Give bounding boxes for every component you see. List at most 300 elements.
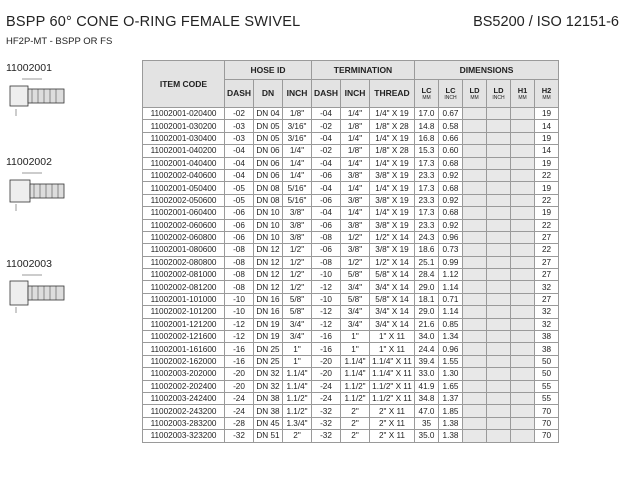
table-row	[143, 182, 559, 194]
table-cell: 0.92	[439, 194, 463, 206]
table-cell: -02	[312, 120, 341, 132]
table-cell: 1"	[283, 355, 312, 367]
table-cell: 1.85	[439, 405, 463, 417]
table-cell: 3/16"	[283, 120, 312, 132]
table-cell: 1/2"	[283, 244, 312, 256]
table-cell: -12	[312, 318, 341, 330]
table-row	[143, 331, 559, 343]
fitting-drawing-11002001	[6, 76, 68, 118]
table-row	[143, 343, 559, 355]
table-cell: DN 06	[254, 169, 283, 181]
table-cell: 1.1/2" X 11	[370, 392, 415, 404]
section-code-label: 11002002	[6, 156, 52, 168]
table-row	[143, 318, 559, 330]
table-cell: 21.6	[415, 318, 439, 330]
table-cell: -24	[225, 392, 254, 404]
table-cell: -06	[312, 244, 341, 256]
table-cell	[487, 306, 511, 318]
table-cell: 0.68	[439, 182, 463, 194]
table-cell: 3/8" X 19	[370, 219, 415, 231]
table-cell	[463, 194, 487, 206]
table-cell: -06	[225, 219, 254, 231]
col-hose-dn: DN	[254, 80, 283, 108]
table-cell	[487, 293, 511, 305]
page-title: BSPP 60° CONE O-RING FEMALE SWIVEL	[6, 14, 301, 30]
table-cell: 3/8" X 19	[370, 194, 415, 206]
table-cell: 18.1	[415, 293, 439, 305]
item-code-cell: 11002002-081200	[143, 281, 225, 293]
table-cell: DN 25	[254, 355, 283, 367]
item-code-cell: 11002002-040600	[143, 169, 225, 181]
table-cell: 3/8" X 19	[370, 244, 415, 256]
table-row	[143, 219, 559, 231]
table-cell	[487, 132, 511, 144]
table-cell: 3/16"	[283, 132, 312, 144]
item-code-cell: 11002001-050400	[143, 182, 225, 194]
table-cell: 3/4"	[341, 306, 370, 318]
item-code-cell: 11002003-283200	[143, 417, 225, 429]
table-cell: 28.4	[415, 269, 439, 281]
table-cell	[511, 132, 535, 144]
table-cell: 5/8"	[341, 269, 370, 281]
table-cell: 2" X 11	[370, 405, 415, 417]
table-cell: -02	[312, 145, 341, 157]
table-cell	[487, 368, 511, 380]
col-hose-inch: INCH	[283, 80, 312, 108]
table-cell: 1.38	[439, 417, 463, 429]
table-cell: 3/8"	[283, 207, 312, 219]
table-cell: 55	[535, 392, 559, 404]
table-body	[143, 108, 559, 443]
table-cell	[487, 417, 511, 429]
col-h1-mm: H1 MM	[511, 80, 535, 108]
table-cell	[487, 392, 511, 404]
table-cell	[487, 343, 511, 355]
table-row	[143, 132, 559, 144]
col-lc-mm: LC MM	[415, 80, 439, 108]
table-cell: 0.96	[439, 343, 463, 355]
table-cell: 29.0	[415, 306, 439, 318]
table-cell: 50	[535, 355, 559, 367]
table-cell: DN 06	[254, 157, 283, 169]
table-cell: -28	[225, 417, 254, 429]
table-cell: -32	[225, 430, 254, 442]
table-cell: 16.8	[415, 132, 439, 144]
table-cell	[463, 108, 487, 120]
table-cell: -08	[225, 256, 254, 268]
table-cell: 41.9	[415, 380, 439, 392]
table-cell: 0.58	[439, 120, 463, 132]
table-cell	[487, 269, 511, 281]
table-cell: 3/4" X 14	[370, 281, 415, 293]
table-cell: 38	[535, 343, 559, 355]
table-cell: 3/4"	[283, 318, 312, 330]
table-cell: 19	[535, 132, 559, 144]
item-code-cell: 11002002-080800	[143, 256, 225, 268]
table-cell	[463, 343, 487, 355]
table-cell: 35	[415, 417, 439, 429]
table-cell: -08	[225, 244, 254, 256]
table-cell: 2" X 11	[370, 417, 415, 429]
table-cell: DN 08	[254, 182, 283, 194]
table-cell: -10	[225, 293, 254, 305]
table-cell	[463, 182, 487, 194]
table-cell: 1.14	[439, 306, 463, 318]
table-cell: 2"	[283, 430, 312, 442]
table-cell	[463, 306, 487, 318]
table-cell: 3/8" X 19	[370, 169, 415, 181]
table-cell: DN 38	[254, 392, 283, 404]
table-cell: 1.1/4"	[283, 368, 312, 380]
table-row	[143, 157, 559, 169]
table-cell: 3/8"	[341, 194, 370, 206]
table-cell	[487, 219, 511, 231]
table-cell: DN 16	[254, 293, 283, 305]
table-cell: 1/4" X 19	[370, 108, 415, 120]
table-cell: DN 06	[254, 145, 283, 157]
table-cell: -04	[312, 207, 341, 219]
table-cell: -08	[225, 269, 254, 281]
table-cell: DN 32	[254, 368, 283, 380]
table-cell: 14	[535, 120, 559, 132]
table-cell: 2" X 11	[370, 430, 415, 442]
header-termination: TERMINATION	[312, 61, 415, 80]
table-row	[143, 194, 559, 206]
table-cell: -32	[312, 430, 341, 442]
table-cell	[511, 108, 535, 120]
table-cell: 1/4" X 19	[370, 132, 415, 144]
table-row	[143, 368, 559, 380]
table-cell: 1.37	[439, 392, 463, 404]
table-cell	[463, 331, 487, 343]
table-cell: 70	[535, 405, 559, 417]
table-cell: 1/4" X 19	[370, 157, 415, 169]
table-cell	[487, 281, 511, 293]
table-cell	[463, 231, 487, 243]
table-row	[143, 293, 559, 305]
table-cell: -04	[312, 132, 341, 144]
table-cell	[487, 430, 511, 442]
table-cell: DN 05	[254, 120, 283, 132]
fitting-drawing-11002003	[6, 272, 68, 314]
table-cell: 1/4"	[341, 207, 370, 219]
table-cell	[511, 182, 535, 194]
table-cell: 24.4	[415, 343, 439, 355]
col-hose-dash: DASH	[225, 80, 254, 108]
table-cell: 1.1/4"	[341, 368, 370, 380]
table-cell: -16	[225, 343, 254, 355]
item-code-cell: 11002001-121200	[143, 318, 225, 330]
table-cell: -06	[312, 194, 341, 206]
table-cell	[487, 244, 511, 256]
item-code-cell: 11002002-101200	[143, 306, 225, 318]
item-code-cell: 11002002-060600	[143, 219, 225, 231]
table-cell: 2"	[341, 405, 370, 417]
table-cell: 1/4"	[283, 169, 312, 181]
table-cell: 3/8"	[341, 219, 370, 231]
table-cell: 1.1/4" X 11	[370, 355, 415, 367]
table-cell: 22	[535, 169, 559, 181]
table-cell: 1.1/2"	[283, 405, 312, 417]
table-cell	[487, 194, 511, 206]
table-cell: 19	[535, 157, 559, 169]
table-cell: 1.55	[439, 355, 463, 367]
table-cell	[463, 207, 487, 219]
table-cell: 5/16"	[283, 182, 312, 194]
table-cell	[463, 132, 487, 144]
table-cell	[487, 169, 511, 181]
table-cell: -24	[312, 380, 341, 392]
item-code-cell: 11002001-030200	[143, 120, 225, 132]
table-cell	[463, 269, 487, 281]
table-cell: 70	[535, 417, 559, 429]
table-cell: 23.3	[415, 194, 439, 206]
table-cell: 32	[535, 281, 559, 293]
table-cell	[487, 120, 511, 132]
table-cell: 1" X 11	[370, 343, 415, 355]
table-cell	[487, 331, 511, 343]
table-cell: -06	[225, 207, 254, 219]
table-cell: 1"	[341, 331, 370, 343]
table-cell: DN 12	[254, 269, 283, 281]
table-cell: -20	[225, 380, 254, 392]
item-code-cell: 11002001-101000	[143, 293, 225, 305]
table-cell	[511, 318, 535, 330]
table-cell	[511, 207, 535, 219]
item-code-cell: 11002001-030400	[143, 132, 225, 144]
table-cell	[463, 145, 487, 157]
table-cell: 1/4" X 19	[370, 182, 415, 194]
table-cell: 1.1/2"	[341, 380, 370, 392]
table-cell	[487, 207, 511, 219]
table-cell: 70	[535, 430, 559, 442]
table-cell: -16	[312, 343, 341, 355]
header-item-code: ITEM CODE	[143, 61, 225, 108]
table-cell: 3/4"	[341, 318, 370, 330]
table-row	[143, 120, 559, 132]
table-cell: -08	[225, 281, 254, 293]
table-cell: 3/8"	[341, 244, 370, 256]
table-cell: 34.8	[415, 392, 439, 404]
table-cell	[463, 219, 487, 231]
table-cell	[463, 281, 487, 293]
table-cell	[511, 331, 535, 343]
table-cell	[511, 231, 535, 243]
table-cell	[487, 355, 511, 367]
table-cell: 3/8"	[283, 231, 312, 243]
table-cell: 19	[535, 108, 559, 120]
table-cell: 1"	[283, 343, 312, 355]
table-cell: 32	[535, 318, 559, 330]
table-cell: -06	[225, 231, 254, 243]
table-row	[143, 392, 559, 404]
table-cell: 1/2" X 14	[370, 256, 415, 268]
table-cell: 1/8"	[341, 120, 370, 132]
table-cell: 27	[535, 256, 559, 268]
table-cell: 17.3	[415, 182, 439, 194]
table-cell: DN 12	[254, 256, 283, 268]
table-cell: 2"	[341, 430, 370, 442]
table-cell: -10	[225, 306, 254, 318]
table-cell: 1.65	[439, 380, 463, 392]
table-cell: -08	[312, 256, 341, 268]
table-cell: 22	[535, 219, 559, 231]
table-cell: DN 10	[254, 207, 283, 219]
table-cell	[487, 405, 511, 417]
table-cell: -16	[312, 331, 341, 343]
table-cell: 17.3	[415, 157, 439, 169]
table-cell: 50	[535, 368, 559, 380]
item-code-cell: 11002001-161600	[143, 343, 225, 355]
table-cell	[463, 318, 487, 330]
table-cell: DN 38	[254, 405, 283, 417]
table-cell: 14	[535, 145, 559, 157]
table-cell: -08	[312, 231, 341, 243]
item-code-cell: 11002001-020400	[143, 108, 225, 120]
table-cell: 1/4"	[283, 145, 312, 157]
table-cell: 1.38	[439, 430, 463, 442]
table-cell: 1/4"	[341, 182, 370, 194]
table-cell: -24	[312, 392, 341, 404]
table-cell: DN 32	[254, 380, 283, 392]
table-cell	[487, 256, 511, 268]
table-row	[143, 231, 559, 243]
table-cell: -04	[225, 169, 254, 181]
table-cell: 0.67	[439, 108, 463, 120]
table-cell	[511, 169, 535, 181]
table-cell: 1/4"	[283, 157, 312, 169]
table-cell: 1/2" X 14	[370, 231, 415, 243]
table-cell	[511, 368, 535, 380]
table-cell: 19	[535, 182, 559, 194]
item-code-cell: 11002002-162000	[143, 355, 225, 367]
table-cell: DN 10	[254, 231, 283, 243]
table-cell: 3/4"	[341, 281, 370, 293]
table-cell: -06	[312, 219, 341, 231]
table-cell: -05	[225, 194, 254, 206]
table-cell: 1/8"	[283, 108, 312, 120]
table-cell	[487, 145, 511, 157]
fitting-drawing-11002002	[6, 170, 68, 212]
table-cell: 1.1/4"	[341, 355, 370, 367]
item-code-cell: 11002001-080600	[143, 244, 225, 256]
table-cell: 23.3	[415, 169, 439, 181]
table-cell: -20	[312, 355, 341, 367]
table-cell	[463, 157, 487, 169]
col-term-inch: INCH	[341, 80, 370, 108]
table-row	[143, 430, 559, 442]
table-cell: DN 51	[254, 430, 283, 442]
table-cell: 24.3	[415, 231, 439, 243]
table-cell	[463, 380, 487, 392]
table-cell	[463, 120, 487, 132]
item-code-cell: 11002003-202000	[143, 368, 225, 380]
table-cell	[463, 293, 487, 305]
table-cell: 22	[535, 194, 559, 206]
table-cell	[487, 157, 511, 169]
table-cell: -12	[225, 318, 254, 330]
item-code-cell: 11002003-323200	[143, 430, 225, 442]
item-code-cell: 11002001-040200	[143, 145, 225, 157]
table-cell: 5/8" X 14	[370, 293, 415, 305]
table-cell: 1/4"	[341, 108, 370, 120]
table-row	[143, 405, 559, 417]
table-cell: -06	[312, 169, 341, 181]
col-lc-inch: LC INCH	[439, 80, 463, 108]
table-cell: 15.3	[415, 145, 439, 157]
table-cell	[511, 355, 535, 367]
table-cell: DN 25	[254, 343, 283, 355]
table-cell	[511, 306, 535, 318]
table-cell: DN 12	[254, 244, 283, 256]
table-cell: 0.92	[439, 219, 463, 231]
table-cell: 1/2"	[283, 281, 312, 293]
table-cell	[511, 343, 535, 355]
table-cell: 1/4"	[341, 157, 370, 169]
table-cell	[511, 417, 535, 429]
table-cell	[463, 392, 487, 404]
table-cell: -03	[225, 132, 254, 144]
table-cell	[511, 194, 535, 206]
table-cell: -12	[312, 306, 341, 318]
item-code-cell: 11002002-060800	[143, 231, 225, 243]
table-cell	[511, 157, 535, 169]
table-cell: 1/8"	[341, 145, 370, 157]
table-cell: 1.1/4"	[283, 380, 312, 392]
table-cell: -03	[225, 120, 254, 132]
table-cell: 17.3	[415, 207, 439, 219]
item-code-cell: 11002002-202400	[143, 380, 225, 392]
table-cell: 27	[535, 231, 559, 243]
table-cell: DN 19	[254, 331, 283, 343]
table-cell: 14.8	[415, 120, 439, 132]
table-cell: 1/8" X 28	[370, 145, 415, 157]
table-cell	[511, 219, 535, 231]
table-cell: -24	[225, 405, 254, 417]
table-cell: 5/8"	[283, 293, 312, 305]
table-cell: 0.92	[439, 169, 463, 181]
table-cell: 1/2"	[341, 256, 370, 268]
item-code-cell: 11002002-081000	[143, 269, 225, 281]
table-row	[143, 169, 559, 181]
page-subtitle: HF2P-MT - BSPP OR FS	[6, 36, 113, 47]
table-cell: 39.4	[415, 355, 439, 367]
table-cell: DN 12	[254, 281, 283, 293]
table-cell: -04	[312, 182, 341, 194]
table-cell: 34.0	[415, 331, 439, 343]
table-cell: -04	[225, 145, 254, 157]
table-cell	[511, 281, 535, 293]
table-cell: -10	[312, 269, 341, 281]
standard-label: BS5200 / ISO 12151-6	[473, 14, 619, 30]
table-cell	[487, 231, 511, 243]
table-cell: -20	[225, 368, 254, 380]
table-row	[143, 244, 559, 256]
col-ld-inch: LD INCH	[487, 80, 511, 108]
table-cell	[463, 430, 487, 442]
col-term-thread: THREAD	[370, 80, 415, 108]
table-cell	[511, 430, 535, 442]
table-cell: 1.12	[439, 269, 463, 281]
table-cell: 1.1/2"	[283, 392, 312, 404]
table-cell: 1.1/2" X 11	[370, 380, 415, 392]
table-cell	[511, 120, 535, 132]
table-cell	[511, 256, 535, 268]
table-cell: -20	[312, 368, 341, 380]
table-cell: 1/4"	[341, 132, 370, 144]
table-cell: 1.14	[439, 281, 463, 293]
table-cell: 1/4" X 19	[370, 207, 415, 219]
